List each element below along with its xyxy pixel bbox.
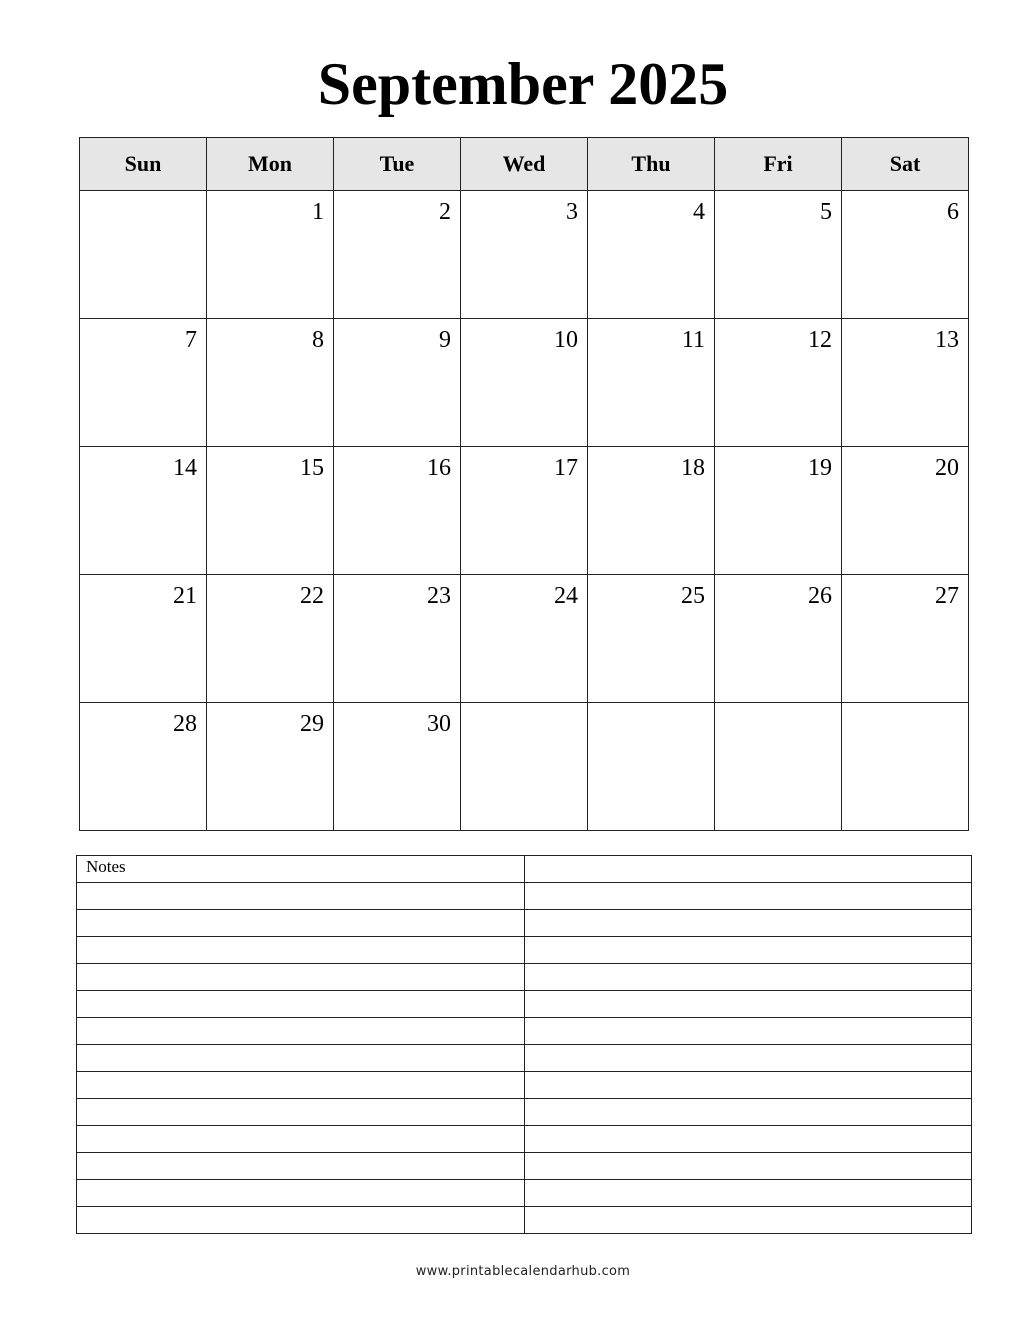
day-cell — [334, 575, 461, 703]
day-cell — [80, 447, 207, 575]
day-number: 29 — [300, 711, 324, 737]
day-number: 10 — [554, 327, 578, 353]
notes-cell[interactable] — [524, 883, 972, 910]
notes-cell[interactable] — [524, 1126, 972, 1153]
day-number: 19 — [808, 455, 832, 481]
day-number: 11 — [681, 327, 705, 353]
notes-cell[interactable] — [524, 1099, 972, 1126]
notes-line — [77, 910, 972, 937]
notes-cell[interactable] — [77, 1207, 525, 1234]
week-row — [80, 319, 969, 447]
weekday-header: Wed — [461, 138, 588, 191]
weekday-header: Thu — [588, 138, 715, 191]
weekday-header: Fri — [715, 138, 842, 191]
notes-cell[interactable] — [77, 856, 525, 883]
day-cell — [588, 447, 715, 575]
notes-cell[interactable] — [77, 1072, 525, 1099]
page-title: September 2025 — [317, 51, 729, 117]
day-number — [588, 703, 714, 710]
notes-cell[interactable] — [524, 1018, 972, 1045]
notes-cell[interactable] — [77, 910, 525, 937]
day-number: 23 — [427, 583, 451, 609]
day-cell — [715, 575, 842, 703]
day-cell — [334, 447, 461, 575]
footer-url: www.printablecalendarhub.com — [415, 1264, 631, 1279]
day-cell — [715, 319, 842, 447]
day-cell — [80, 191, 207, 319]
weekday-header: Sat — [842, 138, 969, 191]
notes-cell[interactable] — [77, 937, 525, 964]
day-number — [842, 703, 968, 710]
day-cell — [80, 703, 207, 831]
day-number — [715, 703, 841, 710]
day-number: 18 — [681, 455, 705, 481]
day-number: 13 — [935, 327, 959, 353]
day-number: 16 — [427, 455, 451, 481]
day-cell — [842, 703, 969, 831]
day-number: 9 — [439, 327, 451, 353]
day-number: 12 — [808, 327, 832, 353]
day-number: 5 — [820, 199, 832, 225]
day-cell — [461, 703, 588, 831]
notes-cell[interactable] — [77, 1045, 525, 1072]
notes-line — [77, 991, 972, 1018]
day-number — [80, 191, 206, 198]
day-number: 15 — [300, 455, 324, 481]
week-row — [80, 575, 969, 703]
week-row — [80, 447, 969, 575]
notes-line — [77, 1099, 972, 1126]
day-cell — [842, 575, 969, 703]
day-number: 14 — [173, 455, 197, 481]
day-number: 20 — [935, 455, 959, 481]
day-number: 3 — [566, 199, 578, 225]
notes-cell[interactable] — [77, 1126, 525, 1153]
day-cell — [80, 319, 207, 447]
weekday-header: Tue — [334, 138, 461, 191]
notes-line — [77, 937, 972, 964]
day-number: 22 — [300, 583, 324, 609]
day-cell — [588, 191, 715, 319]
day-cell — [588, 575, 715, 703]
day-cell — [842, 191, 969, 319]
day-cell — [588, 703, 715, 831]
notes-cell[interactable] — [524, 991, 972, 1018]
day-cell — [715, 703, 842, 831]
day-number: 24 — [554, 583, 578, 609]
day-cell — [207, 319, 334, 447]
notes-label: Notes — [86, 857, 126, 876]
day-number: 25 — [681, 583, 705, 609]
day-cell — [461, 575, 588, 703]
calendar-grid — [79, 137, 969, 831]
day-number: 28 — [173, 711, 197, 737]
day-cell — [461, 447, 588, 575]
day-number: 30 — [427, 711, 451, 737]
notes-line — [77, 1072, 972, 1099]
notes-cell[interactable] — [524, 964, 972, 991]
week-row — [80, 703, 969, 831]
day-number: 4 — [693, 199, 705, 225]
day-number: 17 — [554, 455, 578, 481]
day-cell — [334, 703, 461, 831]
notes-cell[interactable] — [77, 1018, 525, 1045]
notes-line — [77, 1126, 972, 1153]
notes-cell[interactable] — [524, 1207, 972, 1234]
notes-line — [77, 883, 972, 910]
notes-cell[interactable] — [524, 910, 972, 937]
notes-table — [76, 855, 972, 1234]
day-number: 27 — [935, 583, 959, 609]
notes-cell[interactable] — [77, 964, 525, 991]
weekday-header-row — [80, 138, 969, 191]
day-cell — [588, 319, 715, 447]
notes-line — [77, 1207, 972, 1234]
notes-cell[interactable] — [77, 1099, 525, 1126]
notes-cell[interactable] — [77, 1180, 525, 1207]
day-cell — [842, 447, 969, 575]
day-cell — [207, 191, 334, 319]
day-number: 21 — [173, 583, 197, 609]
day-cell — [842, 319, 969, 447]
day-cell — [715, 191, 842, 319]
day-number — [461, 703, 587, 710]
notes-cell[interactable] — [524, 937, 972, 964]
day-cell — [80, 575, 207, 703]
day-number: 7 — [185, 327, 197, 353]
notes-cell[interactable] — [524, 1153, 972, 1180]
day-number: 2 — [439, 199, 451, 225]
notes-line — [77, 1018, 972, 1045]
notes-cell[interactable] — [77, 991, 525, 1018]
notes-cell[interactable] — [524, 1180, 972, 1207]
weekday-header: Mon — [207, 138, 334, 191]
day-cell — [207, 447, 334, 575]
day-number: 1 — [312, 199, 324, 225]
notes-cell[interactable] — [524, 1072, 972, 1099]
notes-cell[interactable] — [524, 1045, 972, 1072]
day-cell — [715, 447, 842, 575]
weekday-header: Sun — [80, 138, 207, 191]
notes-line — [77, 1045, 972, 1072]
notes-line — [77, 964, 972, 991]
day-cell — [334, 191, 461, 319]
day-cell — [207, 575, 334, 703]
week-row — [80, 191, 969, 319]
day-number: 6 — [947, 199, 959, 225]
day-cell — [461, 319, 588, 447]
day-cell — [207, 703, 334, 831]
notes-cell[interactable] — [77, 1153, 525, 1180]
day-cell — [461, 191, 588, 319]
notes-cell[interactable] — [77, 883, 525, 910]
day-cell — [334, 319, 461, 447]
notes-cell[interactable] — [524, 856, 972, 883]
day-number: 26 — [808, 583, 832, 609]
notes-line — [77, 1153, 972, 1180]
day-number: 8 — [312, 327, 324, 353]
notes-line — [77, 856, 972, 883]
notes-line — [77, 1180, 972, 1207]
